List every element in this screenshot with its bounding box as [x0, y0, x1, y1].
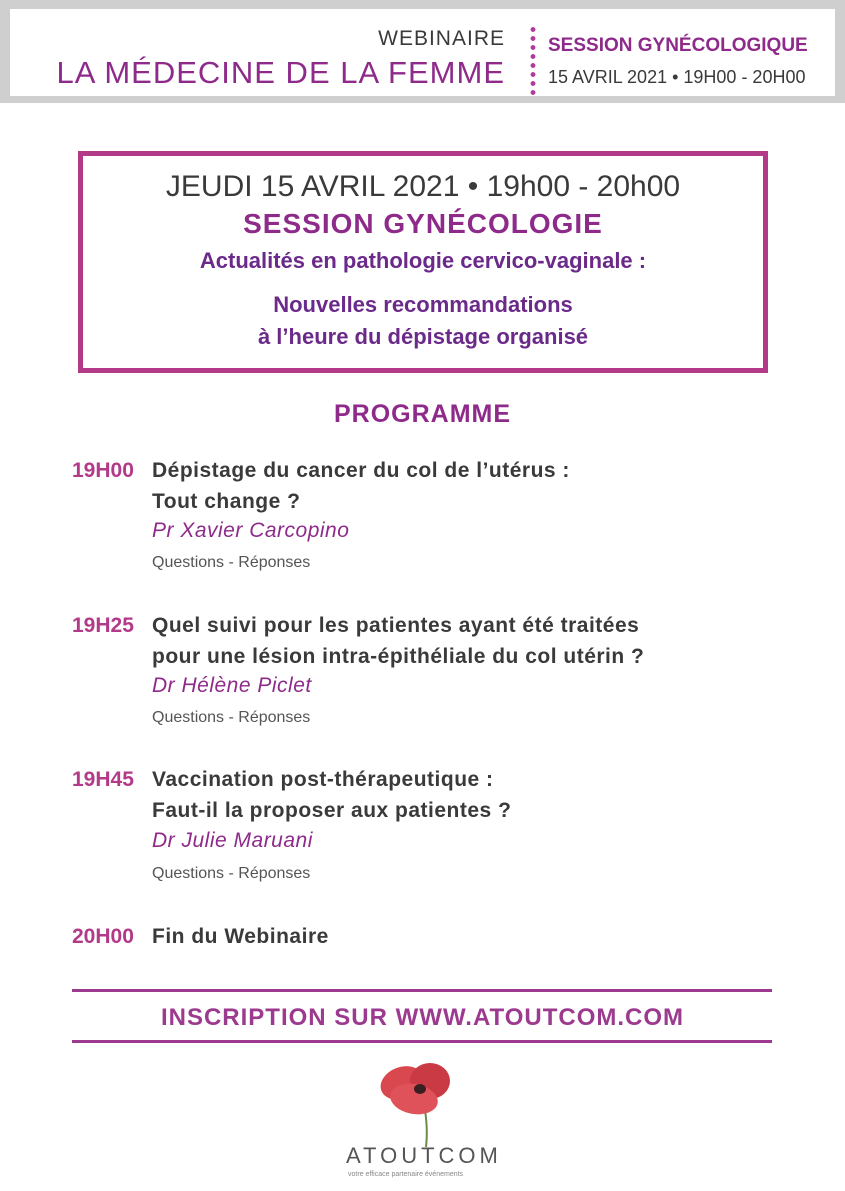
event-session-title: SESSION GYNÉCOLOGIE: [243, 208, 603, 239]
event-subtitle-line2: Nouvelles recommandations: [273, 292, 573, 317]
programme-qa: Questions - Réponses: [152, 709, 311, 726]
programme-talk-title: Dépistage du cancer du col de l’utérus :: [152, 459, 570, 482]
header-date: 15 AVRIL 2021 • 19H00 - 20H00: [548, 67, 806, 87]
programme-time: 19H25: [72, 614, 134, 637]
programme-time: 20H00: [72, 925, 134, 948]
programme-talk-title-line2: Tout change ?: [152, 490, 301, 513]
programme-time: 19H45: [72, 768, 134, 791]
event-subtitle: Actualités en pathologie cervico-vaginale :: [199, 248, 647, 273]
inscription-link[interactable]: INSCRIPTION SUR WWW.ATOUTCOM.COM: [160, 1004, 685, 1031]
programme-title: PROGRAMME: [333, 400, 512, 428]
event-subtitle-line3: à l’heure du dépistage organisé: [257, 324, 589, 349]
programme-talk-title: Vaccination post-thérapeutique :: [152, 768, 494, 791]
poppy-flower-icon: [330, 1055, 510, 1147]
header-webinaire-label: WEBINAIRE: [378, 27, 505, 50]
event-info-box: [78, 151, 768, 373]
atoutcom-logo: [330, 1055, 510, 1185]
programme-talk-title: Quel suivi pour les patientes ayant été traitées: [152, 614, 640, 637]
header-dotted-divider: [530, 25, 536, 99]
programme-qa: Questions - Réponses: [152, 554, 311, 571]
programme-speaker: Pr Xavier Carcopino: [152, 519, 350, 542]
header-frame: [0, 0, 845, 103]
divider-bottom: [72, 1040, 772, 1043]
event-date: JEUDI 15 AVRIL 2021 • 19h00 - 20h00: [165, 170, 681, 203]
header: [10, 9, 835, 96]
programme-qa: Questions - Réponses: [152, 865, 311, 882]
programme-talk-title-line2: Faut-il la proposer aux patientes ?: [152, 799, 512, 822]
logo-tagline: votre efficace partenaire événements: [348, 1171, 464, 1178]
logo-text: ATOUTCOM: [346, 1143, 502, 1168]
divider-top: [72, 989, 772, 992]
programme-speaker: Dr Hélène Piclet: [152, 674, 312, 697]
programme-talk-title: Fin du Webinaire: [152, 925, 329, 948]
programme-speaker: Dr Julie Maruani: [152, 829, 313, 852]
programme-talk-title-line2: pour une lésion intra-épithéliale du col utérin ?: [152, 645, 645, 668]
header-title: LA MÉDECINE DE LA FEMME: [56, 55, 505, 90]
programme-time: 19H00: [72, 459, 134, 482]
header-session: SESSION GYNÉCOLOGIQUE: [548, 35, 808, 56]
